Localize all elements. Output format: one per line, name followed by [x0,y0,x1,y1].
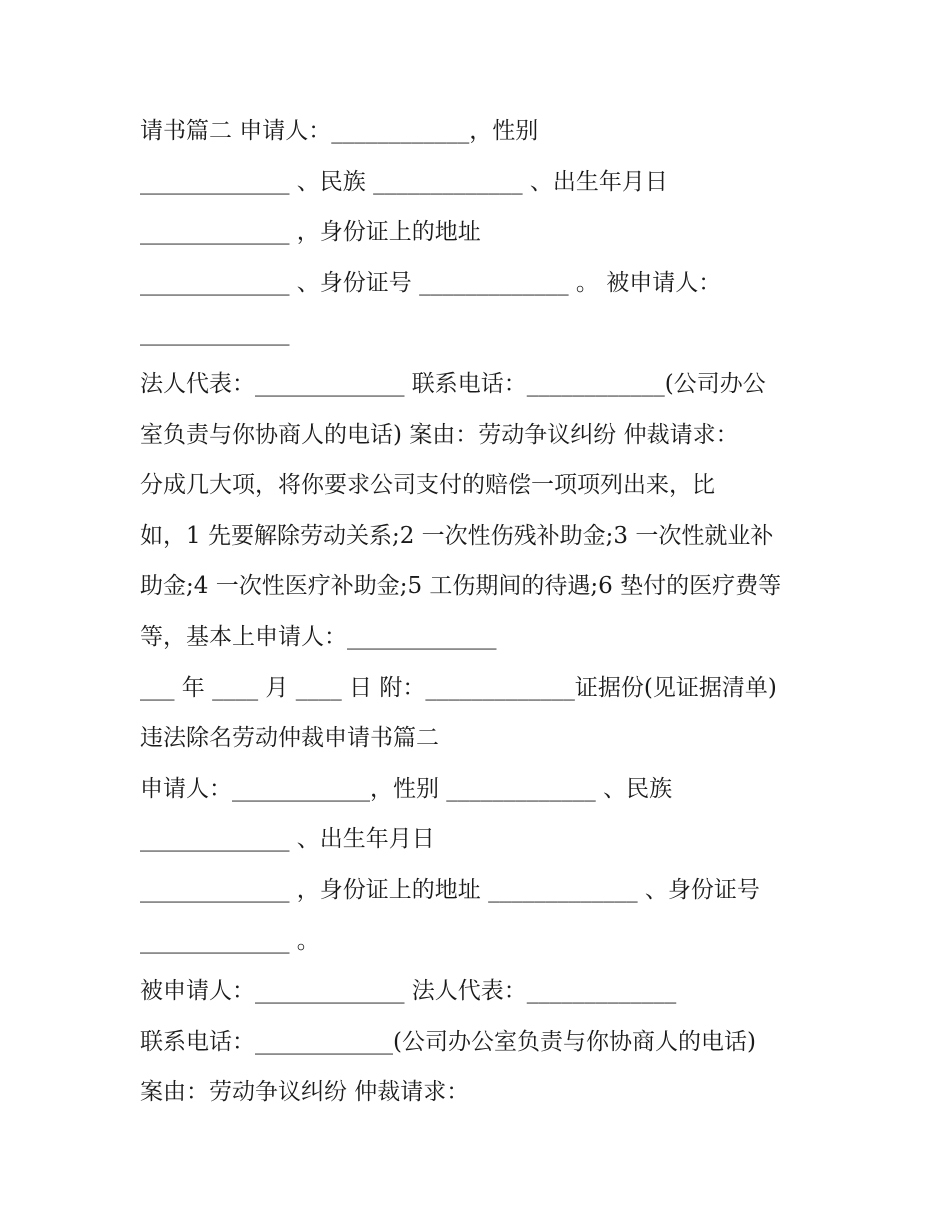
text-line: 案由：劳动争议纠纷 仲裁请求： [140,1079,470,1106]
text-line: 如，1 先要解除劳动关系;2 一次性伤残补助金;3 一次性就业补 [140,522,774,549]
text-line: 分成几大项，将你要求公司支付的赔偿一项项列出来，比 [140,472,715,499]
text-line: 室负责与你协商人的电话) 案由：劳动争议纠纷 仲裁请求： [140,421,739,448]
document-body [140,106,820,1118]
text-line: _____________ 、出生年月日 [140,826,435,853]
text-line: _____________ ，身份证上的地址 _____________ 、身份证号 [140,876,760,903]
section-title: 违法除名劳动仲裁申请书篇二 [140,725,439,752]
text-line: _____________ 、身份证号 _____________ 。 被申请人： [140,269,722,296]
text-line: _____________ [140,320,290,347]
text-line: _____________ 。 [140,927,320,954]
text-line: 助金;4 一次性医疗补助金;5 工伤期间的待遇;6 垫付的医疗费等 [140,573,782,600]
text-line: _____________ ，身份证上的地址 [140,219,481,246]
text-line: ___ 年 ____ 月 ____ 日 附：_____________证据份(见证据清单) [140,674,777,701]
text-line: 被申请人：_____________ 法人代表：_____________ [140,978,677,1005]
text-line: 申请人：____________，性别 _____________ 、民族 [140,775,673,802]
text-line: 联系电话：____________(公司办公室负责与你协商人的电话) [140,1028,756,1055]
text-line: 等，基本上申请人：_____________ [140,623,497,650]
text-line: 请书篇二 申请人：____________，性别 [140,118,539,144]
text-line: _____________ 、民族 _____________ 、出生年月日 [140,168,668,195]
text-line: 法人代表：_____________ 联系电话：____________(公司办公 [140,370,766,397]
